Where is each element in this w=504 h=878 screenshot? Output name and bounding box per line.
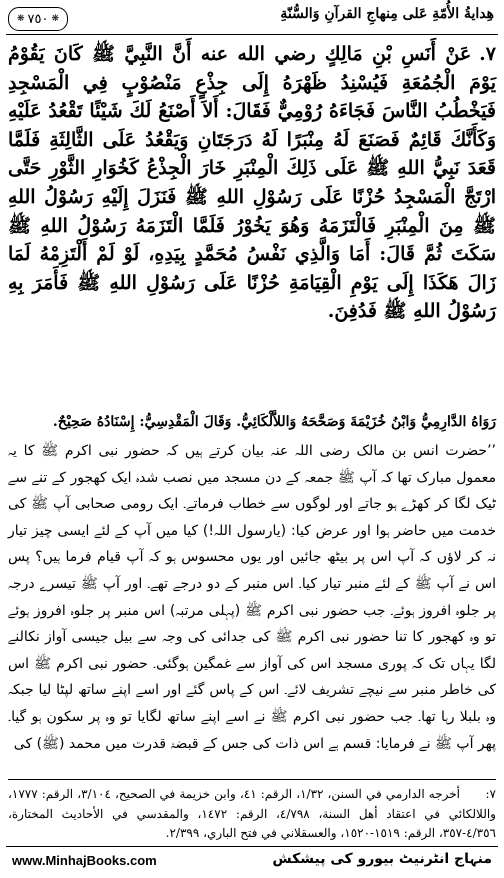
page-header (0, 0, 504, 36)
ornament-icon: ❋ (51, 14, 60, 24)
footnote (8, 785, 496, 844)
footnote-mark: ٧: (485, 787, 496, 801)
footer-divider (6, 846, 498, 847)
hadith-number: ٧. (479, 43, 496, 65)
page-number-badge (8, 7, 68, 31)
website-link[interactable]: www.MinhajBooks.com (12, 853, 157, 868)
urdu-translation: ’’حضرت انس بن مالک رضی اللہ عنہ بیان کرتے ہیں کہ حضور نبی اکرم ﷺ کا یہ معمول مبارک تھا کہ آپ ﷺ جمعہ کے دن مسجد میں نصب شدہ ایک کھجور کے تنے سے ٹیک لگا کر کھڑے ہو جاتے اور لوگوں سے خطاب فرماتے۔ ایک رومی صحابی آپ ﷺ کی خدمت میں حاضر ہوا اور عرض کیا: (یارسول اللہ!) کیا میں آپ کے لئے ایسی چیز تیار نہ کر لاؤں کہ آپ اس پر بیٹھ جائیں اور یوں محسوس ہو کہ آپ قیام فرما ہیں؟ پس اس نے آپ ﷺ کے لئے منبر تیار کیا۔ اس منبر کے دو درجے تھے۔ اور آپ ﷺ تیسرے درجہ پر جلوہ افروز ہوئے۔ جب حضور نبی اکرم ﷺ (پہلی مرتبہ) اس منبر پر جلوہ افروز ہوئے تو وہ کھجور کا تنا حضور نبی اکرم ﷺ کی جدائی کی وجہ سے بیل جیسی آواز نکالنے لگا یہاں تک کہ پوری مسجد اس کی آواز سے غمگین ہوگئی۔ حضور نبی اکرم ﷺ اس کی خاطر منبر سے نیچے تشریف لائے۔ اس کے پاس گئے اور اسے اپنے ساتھ لپٹا لیا جبکہ وہ بلبلا رہا تھا۔ جب حضور نبی اکرم ﷺ نے اسے اپنے ساتھ لگایا تو وہ پر سکون ہو گیا۔ پھر آپ ﷺ نے فرمایا: قسم ہے اس ذات کی جس کے قبضۂ قدرت میں محمد (ﷺ) کی (8, 443, 496, 752)
header-divider (6, 34, 498, 35)
footnote-text: أخرجه الدارمي في السنن، ١/٣٢، الرقم: ٤١، وابن خزيمة في الصحيح، ٣/١٠٤، الرقم: ١٧٧٧، واللالكائي في اعتقاد أهل السنة، ٤/٧٩٨، الرقم: ١٤٧٢، والمقدسي في الأحاديث المختارة، ٤/٣٥٦-٣٥٧، الرقم: ١٥١٩-١٥٢٠، والعسقلاني في فتح الباري، ٢/٣٩٩. (8, 787, 496, 841)
hadith-body: عَنْ أَنَسِ بْنِ مَالِكٍ رضي الله عنه أَنَّ النَّبِيَّ ﷺ كَانَ يَقُوْمُ يَوْمَ الْجُمُعَةِ فَيُسْنِدُ ظَهْرَهُ إِلَى جِذْعٍ مَنْصُوْبٍ فِي الْمَسْجِدِ فَيَخْطُبُ النَّاسَ فَجَاءَهُ رُوْمِيٌّ فَقَالَ: أَلاَ أَصْنَعُ لَكَ شَيْئًا تَقْعُدُ عَلَيْهِ وَكَأَنَّكَ قَائِمٌ فَصَنَعَ لَهُ مِنْبَرًا لَهُ دَرَجَتَانِ وَيَقْعُدُ عَلَى الثَّالِثَةِ فَلَمَّا قَعَدَ نَبِيُّ اللهِ ﷺ عَلَى ذَلِكَ الْمِنْبَرِ خَارَ الْجِذْعُ كَخُوَارِ الثَّوْرِ حَتَّى ارْتَجَّ الْمَسْجِدُ حُزْنًا عَلَى رَسُوْلِ اللهِ ﷺ فَنَزَلَ إِلَيْهِ رَسُوْلُ اللهِ ﷺ مِنَ الْمِنْبَرِ فَالْتَزَمَهُ وَهُوَ يَخُوْرُ فَلَمَّا الْتَزَمَهُ رَسُوْلُ اللهِ ﷺ سَكَتَ ثُمَّ قَالَ: أَمَا وَالَّذِي نَفْسُ مُحَمَّدٍ بِيَدِهِ، لَوْ لَمْ أَلْتَزِمْهُ لَمَا زَالَ هَكَذَا إِلَى يَوْمِ الْقِيَامَةِ حُزْنًا عَلَى رَسُوْلِ اللهِ ﷺ فَأَمَرَ بِهِ رَسُوْلُ اللهِ ﷺ فَدُفِنَ. (8, 43, 496, 323)
page-number: ٧٥٠ (27, 11, 49, 27)
running-title: هِدايةُ الأُمّةِ عَلى مِنهاجِ القرآنِ وَالسُّنّةِ (280, 6, 494, 22)
footnote-divider (8, 779, 496, 780)
publisher-credit: منہاج انٹرنیٹ بیورو کی پیشکش (272, 851, 492, 867)
hadith-takhrij: رَوَاهُ الدَّارِمِيُّ وَابْنُ خُزَيْمَةَ وَصَحَّحَهُ وَاللاَّلْكَائِيُّ. وَقَالَ الْمَقْدِسِيُّ: إِسْنَادُهُ صَحِيْحٌ. (52, 414, 496, 430)
hadith-arabic-text (8, 40, 496, 326)
ornament-icon: ❋ (16, 14, 25, 24)
